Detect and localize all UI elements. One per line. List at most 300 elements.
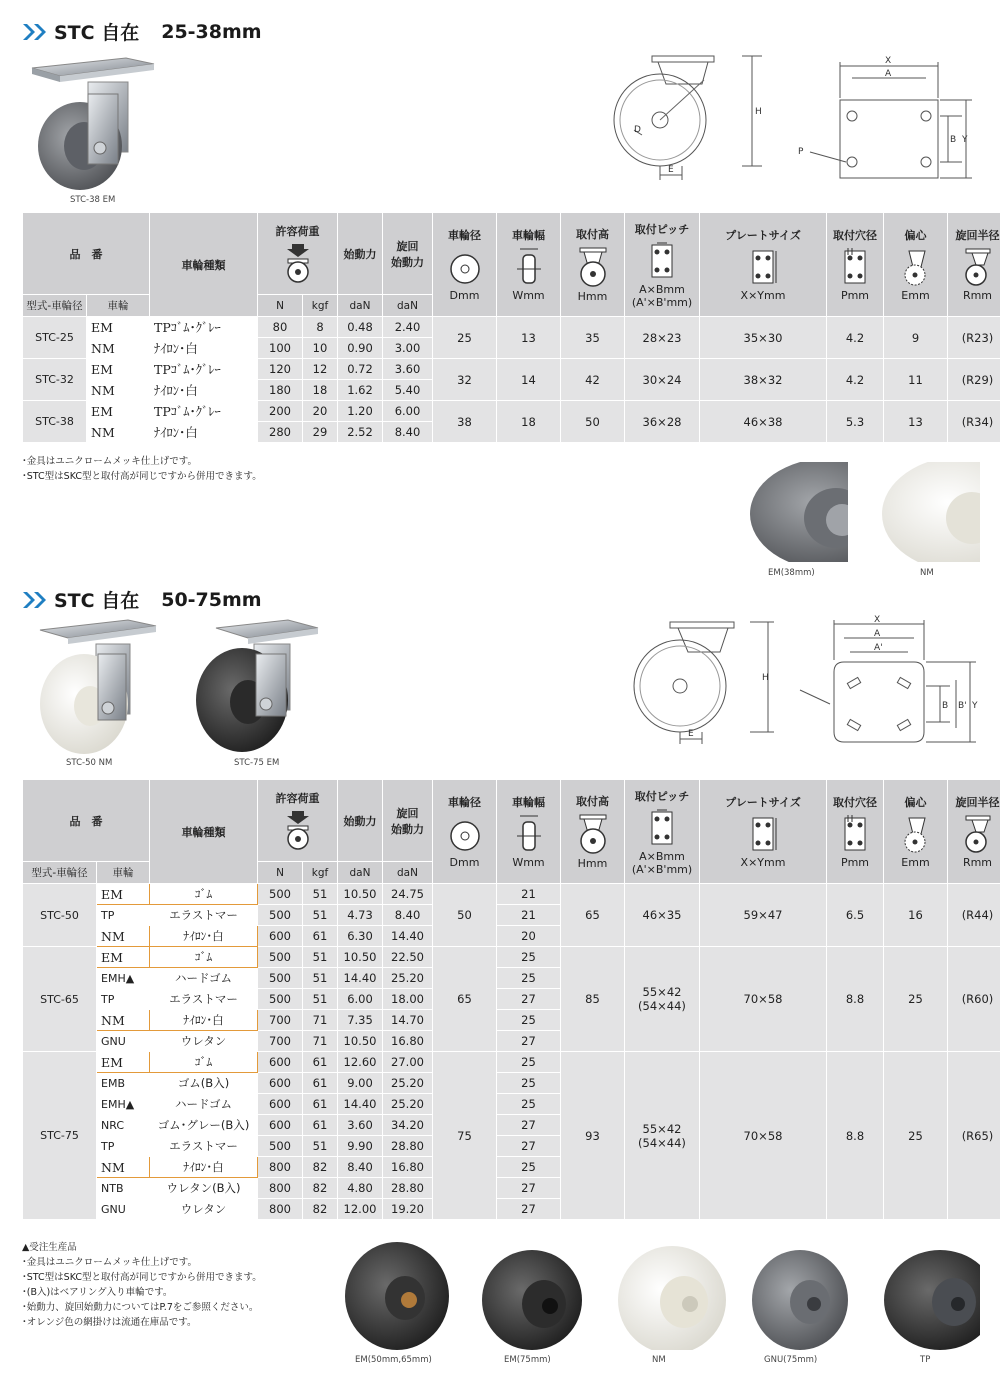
hole-cell: 4.2 bbox=[827, 317, 884, 359]
wheel-code-cell: NM bbox=[87, 338, 150, 359]
start-force-cell: 10.50 bbox=[338, 884, 383, 905]
model-cell: STC-75 bbox=[23, 1052, 97, 1220]
header-model-col: 型式-車輪径 bbox=[23, 862, 97, 884]
header-wheel-type: 車輪種類 bbox=[150, 213, 258, 317]
start-force-cell: 7.35 bbox=[338, 1010, 383, 1031]
start-force-cell: 4.80 bbox=[338, 1178, 383, 1199]
label-p: P bbox=[798, 147, 804, 157]
section1-model: STC 自在 bbox=[54, 22, 140, 44]
pitch-cell: 28×23 bbox=[625, 317, 700, 359]
header-offset: 偏心 Emm bbox=[884, 780, 948, 884]
swivel-force-cell: 34.20 bbox=[383, 1115, 433, 1136]
wheel-type-cell: ﾅｲﾛﾝ･白 bbox=[150, 338, 258, 359]
wheel-type-cell: ハードゴム bbox=[150, 968, 258, 989]
header-load-kgf: kgf bbox=[303, 295, 338, 317]
start-force-cell: 0.48 bbox=[338, 317, 383, 338]
table-row bbox=[23, 317, 1000, 338]
header-load-n: N bbox=[258, 862, 303, 884]
wheel-photo-em75 bbox=[482, 1250, 582, 1350]
load-n-cell: 600 bbox=[258, 1052, 303, 1073]
wheel-caption-em38: EM(38mm) bbox=[768, 568, 815, 578]
load-kgf-cell: 51 bbox=[303, 1136, 338, 1157]
label-e: E bbox=[668, 165, 674, 175]
wheel-code-cell: EM bbox=[87, 401, 150, 422]
swivel-force-cell: 28.80 bbox=[383, 1136, 433, 1157]
header-start: 始動力 bbox=[338, 213, 383, 295]
load-n-cell: 200 bbox=[258, 401, 303, 422]
caster-photo-stc50 bbox=[38, 618, 160, 756]
load-n-cell: 600 bbox=[258, 926, 303, 947]
swivel-force-cell: 25.20 bbox=[383, 1073, 433, 1094]
wheel-caption-em75: EM(75mm) bbox=[504, 1355, 551, 1365]
load-n-cell: 700 bbox=[258, 1010, 303, 1031]
load-n-cell: 700 bbox=[258, 1031, 303, 1052]
width-cell: 25 bbox=[497, 1052, 561, 1073]
load-n-cell: 500 bbox=[258, 989, 303, 1010]
load-n-cell: 800 bbox=[258, 1178, 303, 1199]
load-n-cell: 500 bbox=[258, 905, 303, 926]
dia-cell: 32 bbox=[433, 359, 497, 401]
load-kgf-cell: 12 bbox=[303, 359, 338, 380]
start-force-cell: 2.52 bbox=[338, 422, 383, 443]
hole-cell: 8.8 bbox=[827, 947, 884, 1052]
spec-table-25-38 bbox=[22, 212, 1000, 443]
section2-title bbox=[22, 586, 262, 613]
pitch-cell: 36×28 bbox=[625, 401, 700, 443]
load-kgf-cell: 71 bbox=[303, 1010, 338, 1031]
load-n-cell: 800 bbox=[258, 1199, 303, 1220]
start-force-cell: 4.73 bbox=[338, 905, 383, 926]
load-kgf-cell: 8 bbox=[303, 317, 338, 338]
height-cell: 93 bbox=[561, 1052, 625, 1220]
start-force-cell: 0.72 bbox=[338, 359, 383, 380]
width-cell: 27 bbox=[497, 989, 561, 1010]
radius-cell: (R23) bbox=[948, 317, 1000, 359]
header-wheel-type: 車輪種類 bbox=[150, 780, 258, 884]
start-force-cell: 3.60 bbox=[338, 1115, 383, 1136]
swivel-force-cell: 16.80 bbox=[383, 1031, 433, 1052]
wheel-code-cell: GNU bbox=[97, 1031, 150, 1052]
start-force-cell: 12.00 bbox=[338, 1199, 383, 1220]
start-force-cell: 8.40 bbox=[338, 1157, 383, 1178]
header-start-unit: daN bbox=[338, 862, 383, 884]
header-load-kgf: kgf bbox=[303, 862, 338, 884]
start-force-cell: 14.40 bbox=[338, 968, 383, 989]
side-view-drawing bbox=[612, 50, 792, 185]
model-cell: STC-25 bbox=[23, 317, 87, 359]
wheel-code-cell: TP bbox=[97, 1136, 150, 1157]
spec-table-50-75 bbox=[22, 779, 1000, 1220]
side-view-drawing-2 bbox=[632, 614, 782, 749]
width-cell: 25 bbox=[497, 1094, 561, 1115]
wheel-caption-nm2: NM bbox=[652, 1355, 666, 1365]
swivel-force-cell: 8.40 bbox=[383, 422, 433, 443]
note-line: ･金具はユニクロームメッキ仕上げです。 bbox=[22, 456, 197, 467]
offset-cell: 16 bbox=[884, 884, 948, 947]
note-line: ･STC型はSKC型と取付高が同じですから併用できます。 bbox=[22, 1272, 262, 1283]
header-plate: プレートサイズ X×Ymm bbox=[700, 780, 827, 884]
width-cell: 21 bbox=[497, 905, 561, 926]
pitch-cell: 55×42 (54×44) bbox=[625, 1052, 700, 1220]
label-b: B bbox=[950, 135, 957, 145]
wheel-type-cell: ﾅｲﾛﾝ･白 bbox=[150, 422, 258, 443]
wheel-photo-em38 bbox=[750, 462, 848, 562]
model-cell: STC-50 bbox=[23, 884, 97, 947]
wheel-caption-gnu: GNU(75mm) bbox=[764, 1355, 818, 1365]
load-kgf-cell: 51 bbox=[303, 989, 338, 1010]
load-kgf-cell: 61 bbox=[303, 1052, 338, 1073]
wheel-code-cell: EMH▲ bbox=[97, 1094, 150, 1115]
header-part-no: 品 番 bbox=[23, 780, 150, 862]
radius-cell: (R60) bbox=[948, 947, 1000, 1052]
label-a-2: A bbox=[874, 629, 881, 639]
plate-cell: 70×58 bbox=[700, 1052, 827, 1220]
load-n-cell: 180 bbox=[258, 380, 303, 401]
wheel-code-cell: NM bbox=[97, 926, 150, 947]
note-line: ･始動力、旋回始動力についてはP.7をご参照ください。 bbox=[22, 1302, 259, 1313]
load-n-cell: 800 bbox=[258, 1157, 303, 1178]
wheel-type-cell: TPｺﾞﾑ･ｸﾞﾚｰ bbox=[150, 401, 258, 422]
caster-photo-stc75 bbox=[192, 618, 322, 756]
wheel-code-cell: EM bbox=[87, 317, 150, 338]
swivel-force-cell: 25.20 bbox=[383, 1094, 433, 1115]
offset-cell: 9 bbox=[884, 317, 948, 359]
label-x-2: X bbox=[874, 615, 881, 625]
swivel-force-cell: 14.40 bbox=[383, 926, 433, 947]
header-swivel-unit: daN bbox=[383, 295, 433, 317]
height-cell: 65 bbox=[561, 884, 625, 947]
start-force-cell: 12.60 bbox=[338, 1052, 383, 1073]
table-row bbox=[23, 947, 1000, 968]
width-cell: 25 bbox=[497, 968, 561, 989]
radius-cell: (R34) bbox=[948, 401, 1000, 443]
load-n-cell: 100 bbox=[258, 338, 303, 359]
wheel-code-cell: NTB bbox=[97, 1178, 150, 1199]
height-cell: 35 bbox=[561, 317, 625, 359]
wheel-code-cell: NM bbox=[87, 422, 150, 443]
start-force-cell: 6.30 bbox=[338, 926, 383, 947]
plate-cell: 46×38 bbox=[700, 401, 827, 443]
section1-size: 25-38mm bbox=[161, 20, 262, 43]
header-hole: 取付穴径 Pmm bbox=[827, 780, 884, 884]
hole-cell: 4.2 bbox=[827, 359, 884, 401]
section2-size: 50-75mm bbox=[161, 588, 262, 611]
plate-cell: 70×58 bbox=[700, 947, 827, 1052]
load-kgf-cell: 82 bbox=[303, 1157, 338, 1178]
load-kgf-cell: 61 bbox=[303, 1094, 338, 1115]
wheel-caption-em50: EM(50mm,65mm) bbox=[355, 1355, 432, 1365]
wheel-photo-nm2 bbox=[618, 1244, 726, 1350]
wheel-code-cell: NM bbox=[97, 1010, 150, 1031]
swivel-force-cell: 14.70 bbox=[383, 1010, 433, 1031]
model-cell: STC-38 bbox=[23, 401, 87, 443]
wheel-type-cell: エラストマー bbox=[150, 989, 258, 1010]
wheel-type-cell: ウレタン bbox=[150, 1031, 258, 1052]
header-load: 許容荷重 bbox=[258, 213, 338, 295]
swivel-force-cell: 5.40 bbox=[383, 380, 433, 401]
model-cell: STC-32 bbox=[23, 359, 87, 401]
wheel-type-cell: TPｺﾞﾑ･ｸﾞﾚｰ bbox=[150, 317, 258, 338]
swivel-force-cell: 8.40 bbox=[383, 905, 433, 926]
swivel-force-cell: 3.00 bbox=[383, 338, 433, 359]
wheel-code-cell: EMB bbox=[97, 1073, 150, 1094]
wheel-type-cell: ｺﾞﾑ bbox=[150, 884, 258, 905]
height-cell: 42 bbox=[561, 359, 625, 401]
label-y: Y bbox=[962, 135, 968, 145]
table-row bbox=[23, 359, 1000, 380]
section1-title bbox=[22, 18, 262, 45]
load-n-cell: 120 bbox=[258, 359, 303, 380]
dia-cell: 75 bbox=[433, 1052, 497, 1220]
wheel-code-cell: EM bbox=[97, 884, 150, 905]
wheel-code-cell: EM bbox=[97, 1052, 150, 1073]
wheel-type-cell: ｺﾞﾑ bbox=[150, 1052, 258, 1073]
swivel-force-cell: 6.00 bbox=[383, 401, 433, 422]
label-h: H bbox=[755, 107, 762, 117]
swivel-force-cell: 18.00 bbox=[383, 989, 433, 1010]
start-force-cell: 1.20 bbox=[338, 401, 383, 422]
wheel-code-cell: TP bbox=[97, 905, 150, 926]
header-wheel-col: 車輪 bbox=[97, 862, 150, 884]
radius-cell: (R44) bbox=[948, 884, 1000, 947]
wheel-caption-nm: NM bbox=[920, 568, 934, 578]
width-cell: 18 bbox=[497, 401, 561, 443]
header-radius: 旋回半径 Rmm bbox=[948, 780, 1000, 884]
header-load: 許容荷重 bbox=[258, 780, 338, 862]
wheel-type-cell: ウレタン(B入) bbox=[150, 1178, 258, 1199]
start-force-cell: 10.50 bbox=[338, 947, 383, 968]
label-a-prime: A' bbox=[874, 643, 883, 653]
wheel-photo-tp bbox=[884, 1248, 980, 1350]
header-offset: 偏心 Emm bbox=[884, 213, 948, 317]
width-cell: 25 bbox=[497, 1073, 561, 1094]
load-n-cell: 500 bbox=[258, 947, 303, 968]
wheel-photo-em50 bbox=[345, 1240, 449, 1350]
swivel-force-cell: 16.80 bbox=[383, 1157, 433, 1178]
wheel-caption-tp: TP bbox=[920, 1355, 931, 1365]
header-dia: 車輪径 Dmm bbox=[433, 780, 497, 884]
header-dia: 車輪径 Dmm bbox=[433, 213, 497, 317]
header-height: 取付高 Hmm bbox=[561, 213, 625, 317]
header-start-unit: daN bbox=[338, 295, 383, 317]
start-force-cell: 1.62 bbox=[338, 380, 383, 401]
wheel-type-cell: ﾅｲﾛﾝ･白 bbox=[150, 380, 258, 401]
width-cell: 27 bbox=[497, 1199, 561, 1220]
notes-section1 bbox=[22, 454, 262, 484]
load-n-cell: 500 bbox=[258, 884, 303, 905]
width-cell: 25 bbox=[497, 947, 561, 968]
hole-cell: 6.5 bbox=[827, 884, 884, 947]
wheel-photo-nm bbox=[882, 462, 980, 562]
load-n-cell: 500 bbox=[258, 968, 303, 989]
swivel-force-cell: 2.40 bbox=[383, 317, 433, 338]
header-wheel-col: 車輪 bbox=[87, 295, 150, 317]
table-row bbox=[23, 401, 1000, 422]
hole-cell: 8.8 bbox=[827, 1052, 884, 1220]
label-b-2: B bbox=[942, 701, 949, 711]
offset-cell: 13 bbox=[884, 401, 948, 443]
wheel-type-cell: エラストマー bbox=[150, 1136, 258, 1157]
header-width: 車輪幅 Wmm bbox=[497, 780, 561, 884]
dia-cell: 38 bbox=[433, 401, 497, 443]
pitch-cell: 30×24 bbox=[625, 359, 700, 401]
offset-cell: 25 bbox=[884, 947, 948, 1052]
photo-caption-stc50: STC-50 NM bbox=[66, 758, 113, 768]
load-kgf-cell: 61 bbox=[303, 926, 338, 947]
header-swivel: 旋回 始動力 bbox=[383, 213, 433, 295]
note-line: ･オレンジ色の網掛けは流通在庫品です。 bbox=[22, 1317, 197, 1328]
load-n-cell: 500 bbox=[258, 1136, 303, 1157]
top-view-drawing-2 bbox=[790, 614, 980, 749]
swivel-force-cell: 22.50 bbox=[383, 947, 433, 968]
wheel-type-cell: ハードゴム bbox=[150, 1094, 258, 1115]
width-cell: 13 bbox=[497, 317, 561, 359]
wheel-type-cell: ﾅｲﾛﾝ･白 bbox=[150, 1157, 258, 1178]
hole-cell: 5.3 bbox=[827, 401, 884, 443]
wheel-type-cell: TPｺﾞﾑ･ｸﾞﾚｰ bbox=[150, 359, 258, 380]
header-width: 車輪幅 Wmm bbox=[497, 213, 561, 317]
wheel-code-cell: EM bbox=[87, 359, 150, 380]
load-n-cell: 80 bbox=[258, 317, 303, 338]
width-cell: 27 bbox=[497, 1115, 561, 1136]
wheel-code-cell: GNU bbox=[97, 1199, 150, 1220]
top-view-drawing bbox=[790, 50, 975, 185]
table-row bbox=[23, 1052, 1000, 1073]
swivel-force-cell: 27.00 bbox=[383, 1052, 433, 1073]
label-h-2: H bbox=[762, 673, 769, 683]
wheel-type-cell: ゴム･グレー(B入) bbox=[150, 1115, 258, 1136]
header-model-col: 型式-車輪径 bbox=[23, 295, 87, 317]
header-pitch: 取付ピッチ A×Bmm (A'×B'mm) bbox=[625, 780, 700, 884]
dia-cell: 65 bbox=[433, 947, 497, 1052]
width-cell: 27 bbox=[497, 1031, 561, 1052]
load-kgf-cell: 51 bbox=[303, 884, 338, 905]
load-kgf-cell: 51 bbox=[303, 947, 338, 968]
caster-photo-stc38 bbox=[28, 54, 158, 194]
pitch-cell: 46×35 bbox=[625, 884, 700, 947]
swivel-force-cell: 24.75 bbox=[383, 884, 433, 905]
width-cell: 25 bbox=[497, 1010, 561, 1031]
header-part-no: 品 番 bbox=[23, 213, 150, 295]
width-cell: 27 bbox=[497, 1178, 561, 1199]
pitch-cell: 55×42 (54×44) bbox=[625, 947, 700, 1052]
label-e-2: E bbox=[688, 729, 694, 739]
width-cell: 21 bbox=[497, 884, 561, 905]
load-n-cell: 600 bbox=[258, 1115, 303, 1136]
swivel-force-cell: 19.20 bbox=[383, 1199, 433, 1220]
header-height: 取付高 Hmm bbox=[561, 780, 625, 884]
load-kgf-cell: 61 bbox=[303, 1073, 338, 1094]
plate-cell: 38×32 bbox=[700, 359, 827, 401]
wheel-type-cell: ゴム(B入) bbox=[150, 1073, 258, 1094]
wheel-type-cell: ウレタン bbox=[150, 1199, 258, 1220]
wheel-photo-gnu bbox=[752, 1248, 848, 1350]
offset-cell: 11 bbox=[884, 359, 948, 401]
header-radius: 旋回半径 Rmm bbox=[948, 213, 1000, 317]
label-a: A bbox=[885, 69, 892, 79]
swivel-force-cell: 3.60 bbox=[383, 359, 433, 380]
notes-section2 bbox=[22, 1240, 262, 1330]
label-d: D bbox=[634, 125, 641, 135]
label-b-prime: B' bbox=[958, 701, 967, 711]
height-cell: 85 bbox=[561, 947, 625, 1052]
load-kgf-cell: 61 bbox=[303, 1115, 338, 1136]
load-kgf-cell: 82 bbox=[303, 1178, 338, 1199]
header-plate: プレートサイズ X×Ymm bbox=[700, 213, 827, 317]
width-cell: 20 bbox=[497, 926, 561, 947]
label-x: X bbox=[885, 56, 892, 66]
start-force-cell: 9.00 bbox=[338, 1073, 383, 1094]
plate-cell: 35×30 bbox=[700, 317, 827, 359]
wheel-code-cell: NM bbox=[87, 380, 150, 401]
load-kgf-cell: 51 bbox=[303, 905, 338, 926]
photo-caption: STC-38 EM bbox=[70, 195, 116, 205]
start-force-cell: 6.00 bbox=[338, 989, 383, 1010]
start-force-cell: 0.90 bbox=[338, 338, 383, 359]
wheel-code-cell: NM bbox=[97, 1157, 150, 1178]
wheel-type-cell: エラストマー bbox=[150, 905, 258, 926]
wheel-type-cell: ﾅｲﾛﾝ･白 bbox=[150, 926, 258, 947]
load-kgf-cell: 71 bbox=[303, 1031, 338, 1052]
header-swivel: 旋回 始動力 bbox=[383, 780, 433, 862]
radius-cell: (R65) bbox=[948, 1052, 1000, 1220]
wheel-code-cell: TP bbox=[97, 989, 150, 1010]
wheel-type-cell: ｺﾞﾑ bbox=[150, 947, 258, 968]
load-n-cell: 600 bbox=[258, 1073, 303, 1094]
header-load-n: N bbox=[258, 295, 303, 317]
header-swivel-unit: daN bbox=[383, 862, 433, 884]
load-kgf-cell: 10 bbox=[303, 338, 338, 359]
radius-cell: (R29) bbox=[948, 359, 1000, 401]
note-line: ･(B入)はベアリング入り車輪です。 bbox=[22, 1287, 173, 1298]
load-n-cell: 600 bbox=[258, 1094, 303, 1115]
width-cell: 27 bbox=[497, 1136, 561, 1157]
header-hole: 取付穴径 Pmm bbox=[827, 213, 884, 317]
start-force-cell: 9.90 bbox=[338, 1136, 383, 1157]
header-pitch: 取付ピッチ A×Bmm (A'×B'mm) bbox=[625, 213, 700, 317]
width-cell: 14 bbox=[497, 359, 561, 401]
swivel-force-cell: 28.80 bbox=[383, 1178, 433, 1199]
start-force-cell: 14.40 bbox=[338, 1094, 383, 1115]
chevron-icon bbox=[22, 591, 48, 609]
chevron-icon bbox=[22, 23, 48, 41]
model-cell: STC-65 bbox=[23, 947, 97, 1052]
load-kgf-cell: 82 bbox=[303, 1199, 338, 1220]
load-kgf-cell: 20 bbox=[303, 401, 338, 422]
section2-model: STC 自在 bbox=[54, 590, 140, 612]
start-force-cell: 10.50 bbox=[338, 1031, 383, 1052]
wheel-code-cell: NRC bbox=[97, 1115, 150, 1136]
label-y-2: Y bbox=[972, 701, 978, 711]
wheel-code-cell: EMH▲ bbox=[97, 968, 150, 989]
photo-caption-stc75: STC-75 EM bbox=[234, 758, 280, 768]
height-cell: 50 bbox=[561, 401, 625, 443]
swivel-force-cell: 25.20 bbox=[383, 968, 433, 989]
table-row bbox=[23, 884, 1000, 905]
wheel-code-cell: EM bbox=[97, 947, 150, 968]
offset-cell: 25 bbox=[884, 1052, 948, 1220]
dia-cell: 50 bbox=[433, 884, 497, 947]
header-start: 始動力 bbox=[338, 780, 383, 862]
load-kgf-cell: 18 bbox=[303, 380, 338, 401]
wheel-type-cell: ﾅｲﾛﾝ･白 bbox=[150, 1010, 258, 1031]
width-cell: 25 bbox=[497, 1157, 561, 1178]
plate-cell: 59×47 bbox=[700, 884, 827, 947]
load-kgf-cell: 51 bbox=[303, 968, 338, 989]
dia-cell: 25 bbox=[433, 317, 497, 359]
load-n-cell: 280 bbox=[258, 422, 303, 443]
load-kgf-cell: 29 bbox=[303, 422, 338, 443]
